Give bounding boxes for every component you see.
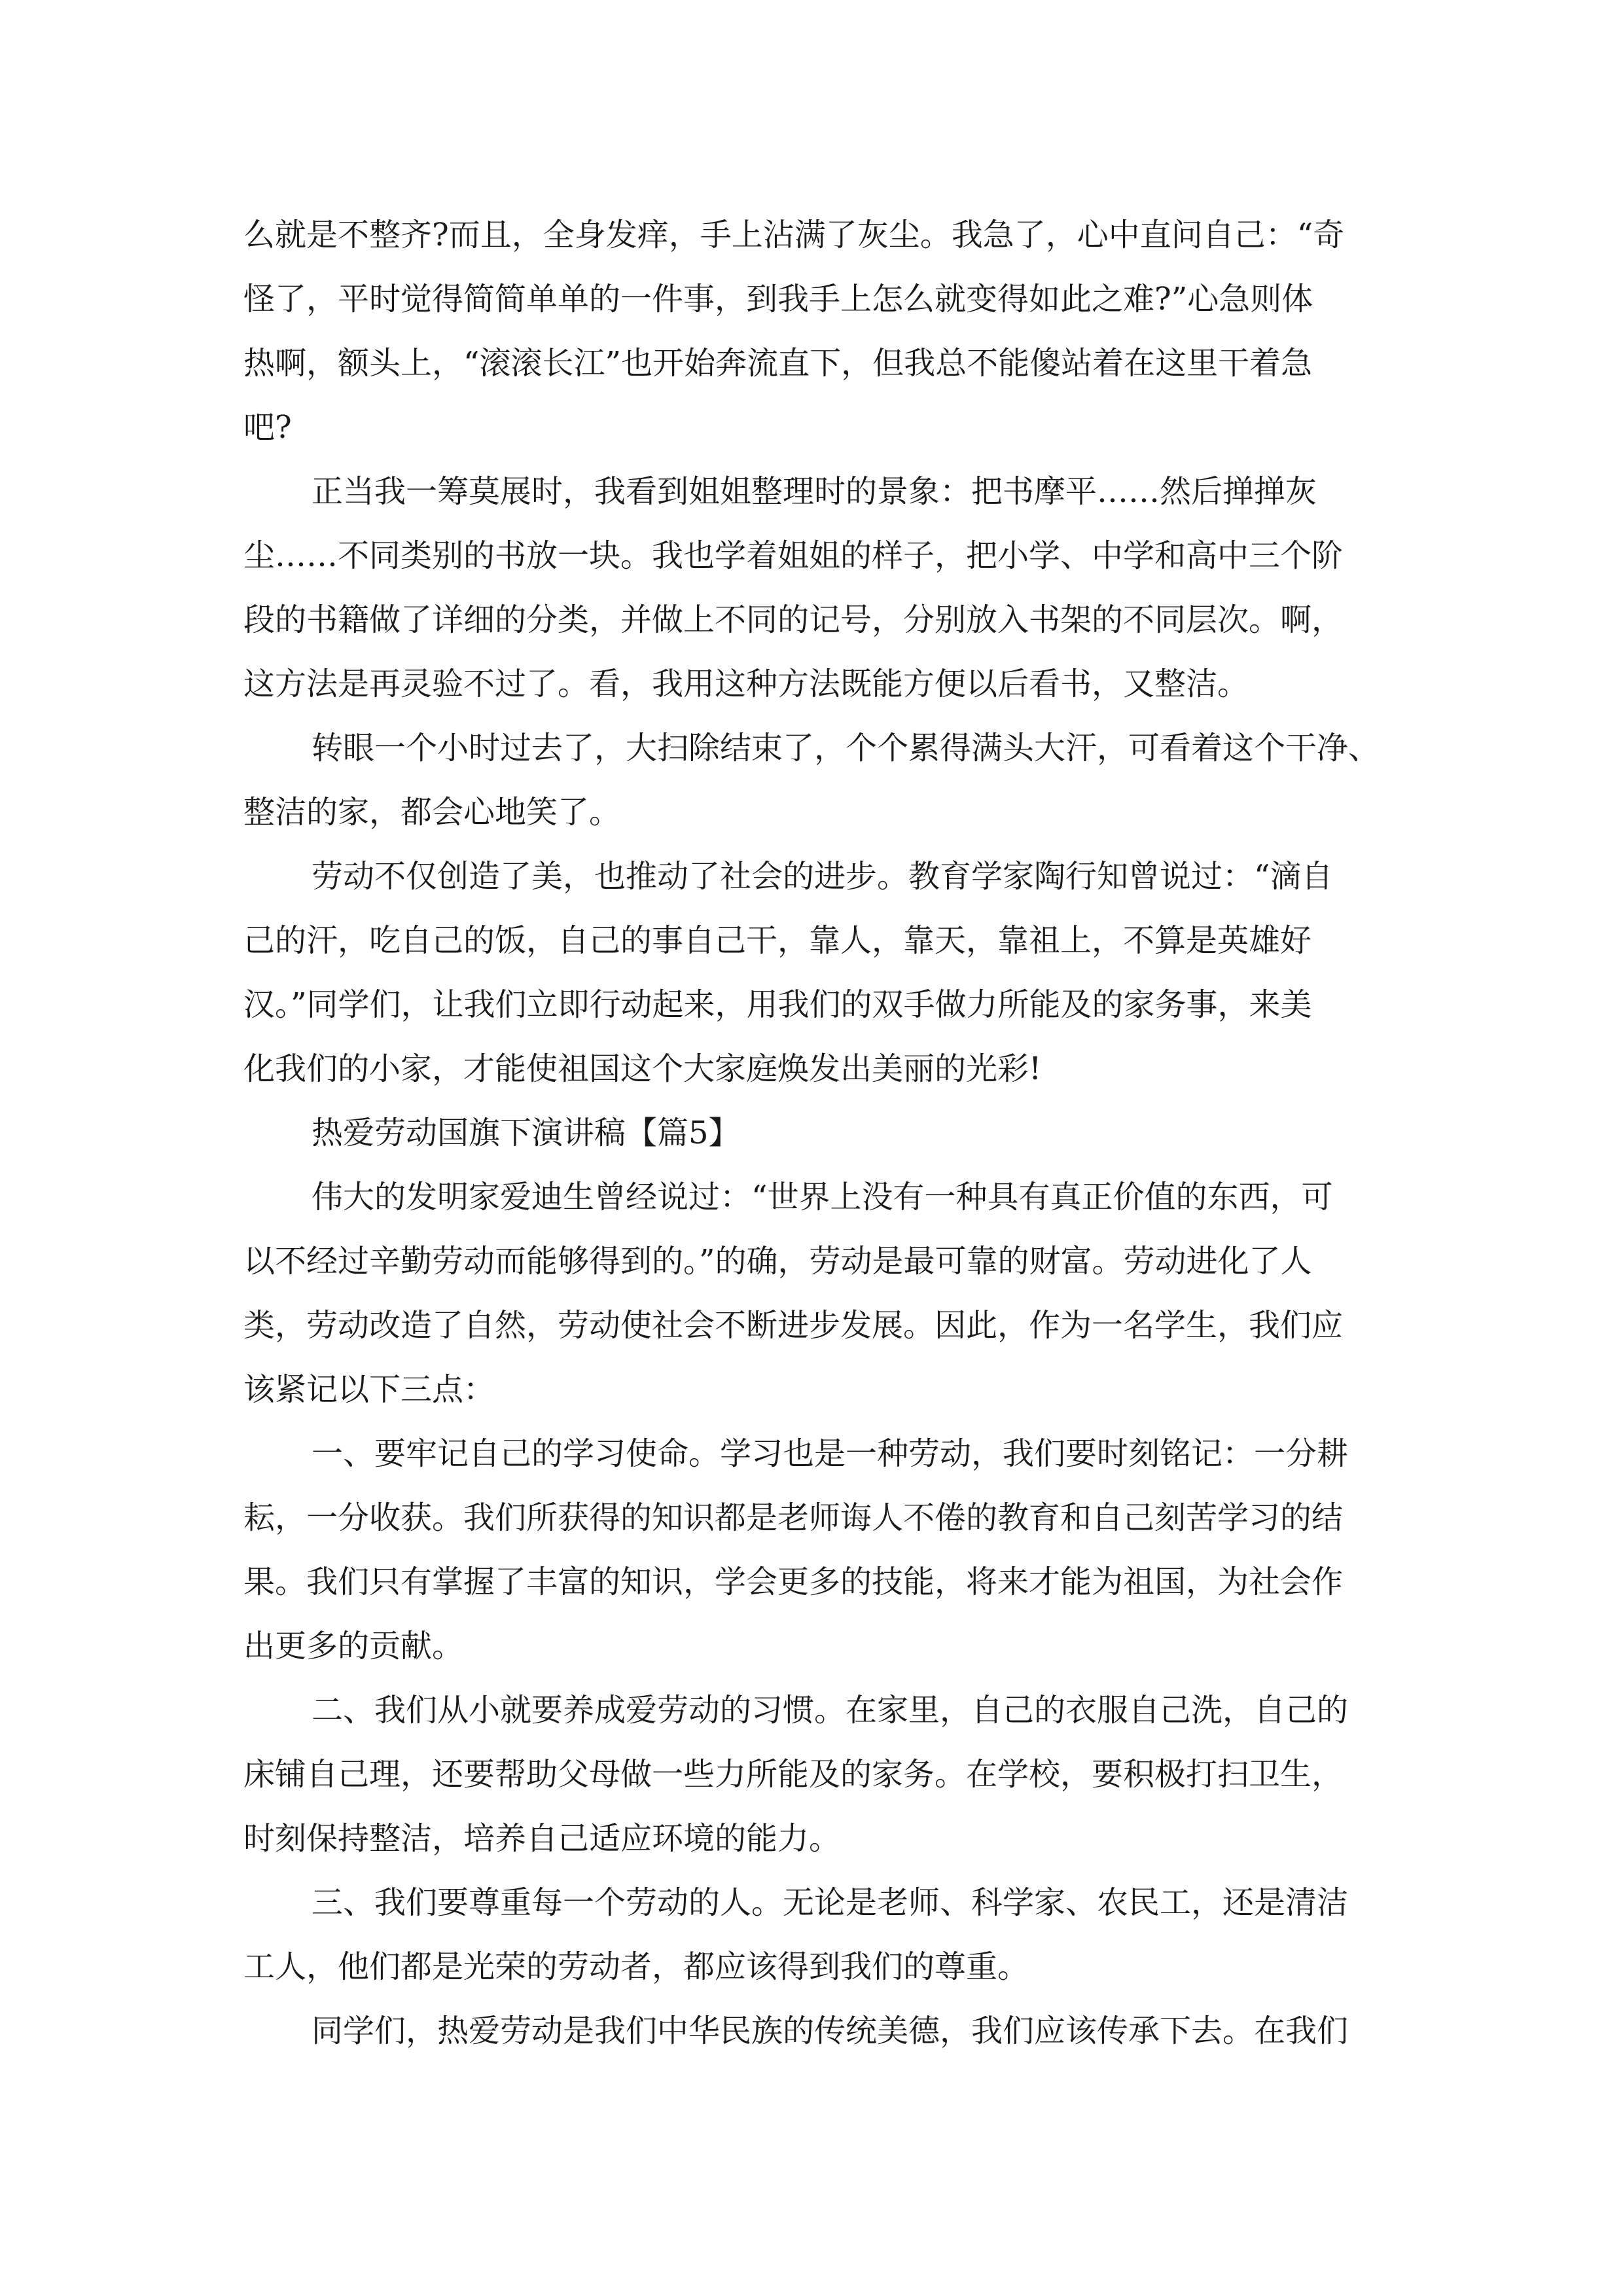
paragraph — [243, 1101, 1382, 1165]
text-line: 正当我一筹莫展时，我看到姐姐整理时的景象：把书摩平……然后掸掸灰 — [312, 473, 1317, 510]
text-line: 以不经过辛勤劳动而能够得到的。”的确，劳动是最可靠的财富。劳动进化了人 — [243, 1243, 1312, 1280]
text-line: 段的书籍做了详细的分类，并做上不同的记号，分别放入书架的不同层次。啊， — [243, 601, 1344, 638]
text-line: 出更多的贡献。 — [243, 1628, 464, 1664]
paragraph — [243, 1871, 1382, 1999]
paragraph — [243, 459, 1382, 716]
paragraph — [243, 1165, 1382, 1422]
text-line: 三、我们要尊重每一个劳动的人。无论是老师、科学家、农民工，还是清洁 — [312, 1884, 1349, 1921]
text-line: 己的汗，吃自己的饭，自己的事自己干，靠人，靠天，靠祖上，不算是英雄好 — [243, 922, 1312, 959]
text-line: 这方法是再灵验不过了。看，我用这种方法既能方便以后看书，又整洁。 — [243, 666, 1249, 702]
text-line: 整洁的家，都会心地笑了。 — [243, 794, 621, 831]
text-line: 劳动不仅创造了美，也推动了社会的进步。教育学家陶行知曾说过：“滴自 — [312, 858, 1333, 895]
text-line: 一、要牢记自己的学习使命。学习也是一种劳动，我们要时刻铭记：一分耕 — [312, 1435, 1349, 1472]
text-line: 汉。”同学们，让我们立即行动起来，用我们的双手做力所能及的家务事，来美 — [243, 986, 1312, 1023]
text-line: 该紧记以下三点： — [243, 1371, 495, 1408]
document-body — [243, 203, 1382, 2063]
paragraph — [243, 1999, 1382, 2063]
text-line: 热爱劳动国旗下演讲稿【篇5】 — [312, 1115, 740, 1151]
text-line: 同学们，热爱劳动是我们中华民族的传统美德，我们应该传承下去。在我们 — [312, 2013, 1349, 2049]
paragraph — [243, 844, 1382, 1101]
text-line: 伟大的发明家爱迪生曾经说过：“世界上没有一种具有真正价值的东西，可 — [312, 1179, 1333, 1215]
text-line: 类，劳动改造了自然，劳动使社会不断进步发展。因此，作为一名学生，我们应 — [243, 1307, 1344, 1344]
text-line: 时刻保持整洁，培养自己适应环境的能力。 — [243, 1820, 841, 1857]
paragraph — [243, 203, 1382, 459]
text-line: 床铺自己理，还要帮助父母做一些力所能及的家务。在学校，要积极打扫卫生， — [243, 1756, 1344, 1793]
paragraph — [243, 716, 1382, 844]
text-line: 吧? — [243, 409, 292, 446]
text-line: 尘……不同类别的书放一块。我也学着姐姐的样子，把小学、中学和高中三个阶 — [243, 537, 1344, 574]
paragraph — [243, 1678, 1382, 1871]
text-line: 热啊，额头上，“滚滚长江”也开始奔流直下，但我总不能傻站着在这里干着急 — [243, 345, 1313, 382]
text-line: 化我们的小家，才能使祖国这个大家庭焕发出美丽的光彩! — [243, 1050, 1042, 1087]
paragraph — [243, 1422, 1382, 1678]
text-line: 果。我们只有掌握了丰富的知识，学会更多的技能，将来才能为祖国，为社会作 — [243, 1564, 1344, 1600]
text-line: 么就是不整齐?而且，全身发痒，手上沾满了灰尘。我急了，心中直问自己：“奇 — [243, 217, 1345, 253]
text-line: 工人，他们都是光荣的劳动者，都应该得到我们的尊重。 — [243, 1948, 1029, 1985]
text-line: 二、我们从小就要养成爱劳动的习惯。在家里，自己的衣服自己洗，自己的 — [312, 1692, 1349, 1729]
text-line: 转眼一个小时过去了，大扫除结束了，个个累得满头大汗，可看着这个干净、 — [312, 730, 1380, 766]
text-line: 耘，一分收获。我们所获得的知识都是老师诲人不倦的教育和自己刻苦学习的结 — [243, 1499, 1344, 1536]
text-line: 怪了，平时觉得简简单单的一件事，到我手上怎么就变得如此之难?”心急则体 — [243, 281, 1313, 317]
